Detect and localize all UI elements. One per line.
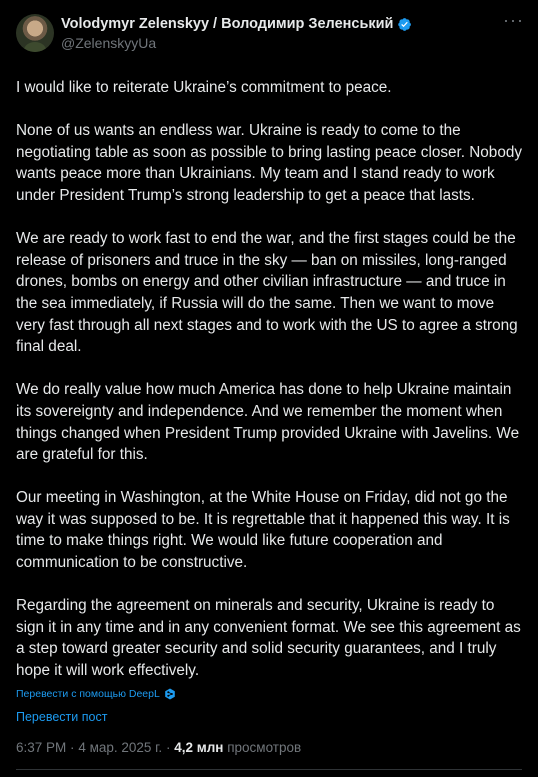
display-name-row[interactable] bbox=[61, 15, 412, 33]
avatar[interactable] bbox=[16, 14, 54, 52]
translated-with-deepl[interactable] bbox=[16, 687, 522, 701]
more-icon[interactable]: ··· bbox=[503, 10, 524, 30]
meta-separator: · bbox=[165, 739, 171, 755]
tweet-paragraph: We are ready to work fast to end the war, and the first stages could be the release of prisoners and truce in the sky — ban on missiles, long-ranged drones, bombs on energy and other civilian infrastructure — and truce in the sea immediately, if Russia will do the same. Then we want to move very fast through all next stages and to work with the US to agree a strong final deal. bbox=[16, 230, 518, 356]
verified-badge-icon bbox=[397, 17, 412, 32]
meta-separator: · bbox=[70, 739, 75, 755]
views-count: 4,2 млн bbox=[174, 739, 224, 755]
tweet-paragraph: We do really value how much America has done to help Ukraine maintain its sovereignty and independence. And we remember the moment when things changed when President Trump provided Ukraine with Javelins. We are grateful for this. bbox=[16, 381, 520, 464]
tweet-paragraph: Regarding the agreement on minerals and security, Ukraine is ready to sign it in any time and in any convenient format. We see this agreement as a step toward greater security and solid security guarantees, and I truly hope it will work effectively. bbox=[16, 597, 521, 680]
display-name[interactable]: Volodymyr Zelenskyy / Володимир Зеленський bbox=[61, 16, 394, 32]
tweet-paragraph: None of us wants an endless war. Ukraine is ready to come to the negotiating table as soon as possible to bring lasting peace closer. Nobody wants peace more than Ukrainians. My team and I stand ready to work under President Trump’s strong leadership to get a peace that lasts. bbox=[16, 122, 522, 204]
tweet-date[interactable]: 4 мар. 2025 г. bbox=[78, 739, 163, 755]
views-label: просмотров bbox=[227, 739, 302, 755]
author-names bbox=[61, 15, 412, 52]
translate-post-link[interactable]: Перевести пост bbox=[16, 709, 108, 724]
author-handle[interactable]: @ZelenskyyUa bbox=[61, 35, 157, 51]
tweet-meta bbox=[16, 739, 522, 757]
tweet-header bbox=[16, 12, 522, 52]
tweet-paragraph: Our meeting in Washington, at the White House on Friday, did not go the way it was supposed to be. It is regrettable that it happened this way. It is time to make things right. We would like future cooperation and communication to be constructive. bbox=[16, 489, 510, 572]
tweet-time[interactable]: 6:37 PM bbox=[16, 739, 67, 755]
tweet-body bbox=[16, 77, 524, 682]
translated-with-label[interactable]: Перевести с помощью DeepL bbox=[16, 687, 160, 700]
deepl-icon bbox=[164, 688, 176, 700]
tweet-paragraph: I would like to reiterate Ukraine’s commitment to peace. bbox=[16, 79, 392, 96]
divider bbox=[16, 769, 522, 770]
